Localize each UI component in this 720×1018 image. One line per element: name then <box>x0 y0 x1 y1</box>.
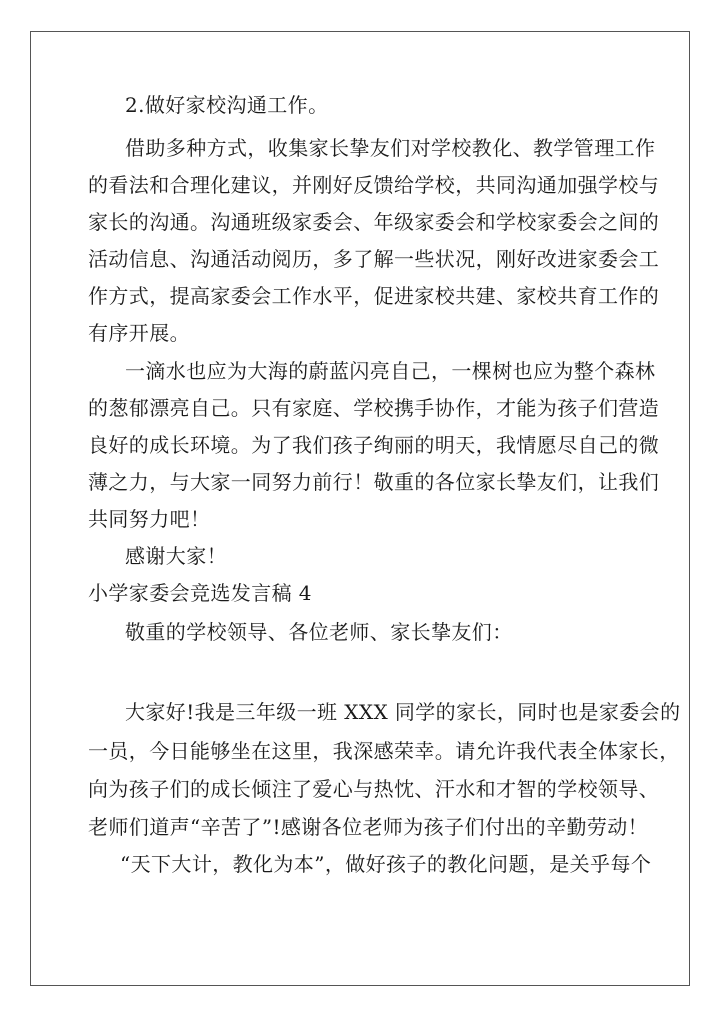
paragraph-line: 家长的沟通。沟通班级家委会、年级家委会和学校家委会之间的 <box>88 210 660 234</box>
paragraph-line: 老师们道声“辛苦了”!感谢各位老师为孩子们付出的辛勤劳动！ <box>88 815 649 839</box>
paragraph-line: 作方式，提高家委会工作水平，促进家校共建、家校共育工作的 <box>88 284 660 308</box>
paragraph-line: 共同努力吧！ <box>88 507 211 531</box>
paragraph-line: 一员，今日能够坐在这里，我深感荣幸。请允许我代表全体家长， <box>88 739 680 763</box>
paragraph-line: 向为孩子们的成长倾注了爱心与热忱、汗水和才智的学校领导、 <box>88 777 660 801</box>
paragraph-line: 一滴水也应为大海的蔚蓝闪亮自己，一棵树也应为整个森林 <box>125 359 656 383</box>
paragraph-line: 活动信息、沟通活动阅历，多了解一些状况，刚好改进家委会工 <box>88 247 660 271</box>
paragraph-line: “天下大计，教化为本”，做好孩子的教化问题，是关乎每个 <box>120 852 652 876</box>
thanks-line: 感谢大家！ <box>125 544 227 568</box>
paragraph-line: 的葱郁漂亮自己。只有家庭、学校携手协作，才能为孩子们营造 <box>88 396 660 420</box>
paragraph-line: 借助多种方式，收集家长挚友们对学校教化、教学管理工作 <box>125 136 656 160</box>
paragraph-line: 良好的成长环境。为了我们孩子绚丽的明天，我情愿尽自己的微 <box>88 433 660 457</box>
paragraph-line: 大家好!我是三年级一班 XXX 同学的家长，同时也是家委会的 <box>125 700 681 724</box>
paragraph-line: 薄之力，与大家一同努力前行！敬重的各位家长挚友们，让我们 <box>88 470 660 494</box>
paragraph-line: 的看法和合理化建议，并刚好反馈给学校，共同沟通加强学校与 <box>88 173 660 197</box>
salutation-line: 敬重的学校领导、各位老师、家长挚友们： <box>125 620 513 644</box>
paragraph-line: 有序开展。 <box>88 321 190 345</box>
section-heading: 2.做好家校沟通工作。 <box>125 93 329 117</box>
speech-title: 小学家委会竞选发言稿 4 <box>88 581 312 605</box>
